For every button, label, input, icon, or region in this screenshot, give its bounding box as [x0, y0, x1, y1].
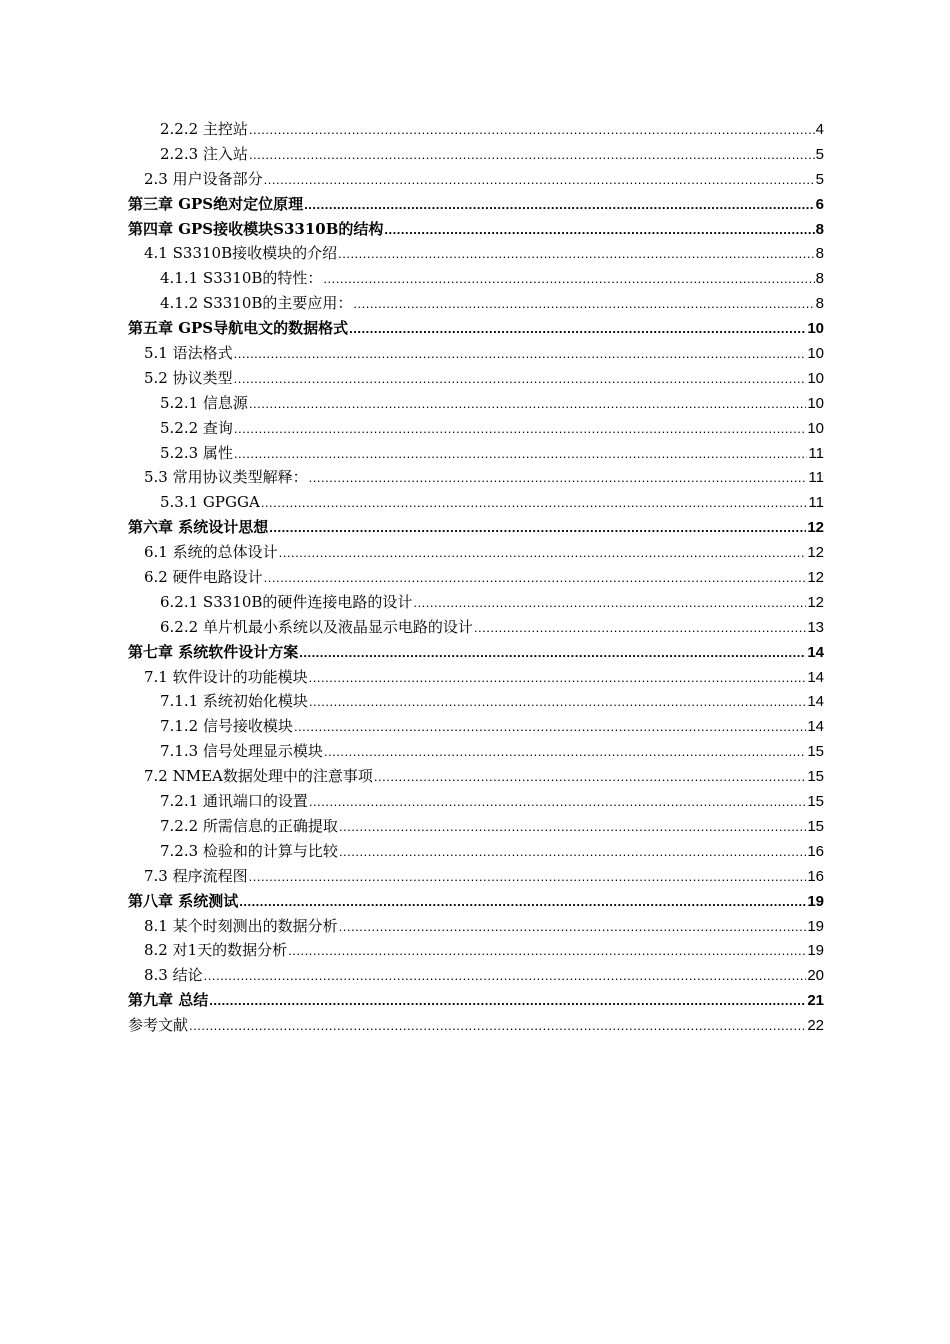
toc-page-number: 22	[807, 1017, 824, 1035]
toc-dot-leader	[384, 218, 814, 243]
toc-entry-title: 6.2.1 S3310B的硬件连接电路的设计	[160, 592, 413, 611]
toc-entry-37[interactable]	[128, 1013, 824, 1038]
toc-entry-title: 5.2.2 查询	[160, 418, 233, 437]
toc-entry-7[interactable]	[128, 266, 824, 291]
toc-dot-leader	[309, 466, 808, 491]
toc-page-number: 12	[807, 544, 824, 562]
toc-entry-20[interactable]	[128, 590, 824, 615]
toc-entry-title: 7.2.3 检验和的计算与比较	[160, 841, 338, 860]
toc-dot-leader	[189, 1014, 806, 1039]
toc-entry-title: 7.1 软件设计的功能模块	[144, 667, 308, 686]
toc-dot-leader	[349, 317, 806, 342]
toc-dot-leader	[339, 815, 806, 840]
toc-dot-leader	[239, 890, 806, 915]
toc-page-number: 14	[807, 668, 824, 686]
toc-entry-18[interactable]	[128, 540, 824, 565]
toc-dot-leader	[209, 989, 806, 1014]
toc-entry-title: 参考文献	[128, 1016, 189, 1035]
toc-entry-title: 4.1.2 S3310B的主要应用：	[160, 294, 353, 313]
toc-entry-title: 7.1.2 信号接收模块	[160, 717, 293, 736]
toc-entry-title: 7.2 NMEA数据处理中的注意事项	[144, 767, 373, 786]
toc-entry-25[interactable]	[128, 714, 824, 739]
toc-entry-33[interactable]	[128, 914, 824, 939]
toc-entry-title: 7.1.1 系统初始化模块	[160, 692, 308, 711]
toc-dot-leader	[264, 168, 815, 193]
toc-entry-title: 5.2 协议类型	[144, 368, 233, 387]
toc-page-number: 16	[807, 867, 824, 885]
toc-entry-1[interactable]	[128, 117, 824, 142]
toc-entry-9[interactable]	[128, 316, 824, 341]
toc-dot-leader	[234, 367, 807, 392]
toc-dot-leader	[234, 342, 807, 367]
toc-entry-31[interactable]	[128, 864, 824, 889]
toc-entry-35[interactable]	[128, 963, 824, 988]
toc-page-number: 16	[807, 842, 824, 860]
toc-entry-title: 第四章 GPS接收模块S3310B的结构	[128, 219, 384, 238]
toc-page-number: 14	[807, 643, 824, 661]
toc-entry-title: 2.3 用户设备部分	[144, 169, 263, 188]
toc-entry-title: 5.1 语法格式	[144, 344, 233, 363]
toc-page-number: 13	[807, 618, 824, 636]
toc-page-number: 8	[815, 220, 824, 238]
toc-page-number: 12	[807, 519, 824, 537]
toc-entry-title: 4.1 S3310B接收模块的介绍	[144, 244, 338, 263]
toc-page-number: 5	[815, 170, 824, 188]
table-of-contents	[128, 117, 824, 1038]
toc-page-number: 14	[807, 718, 824, 736]
toc-page-number: 8	[815, 270, 824, 288]
toc-entry-title: 4.1.1 S3310B的特性：	[160, 269, 323, 288]
toc-entry-27[interactable]	[128, 764, 824, 789]
toc-dot-leader	[269, 516, 806, 541]
toc-dot-leader	[204, 964, 807, 989]
toc-entry-title: 7.2.2 所需信息的正确提取	[160, 816, 338, 835]
toc-dot-leader	[299, 641, 806, 666]
toc-page-number: 19	[807, 892, 824, 910]
toc-dot-leader	[324, 740, 806, 765]
toc-entry-title: 8.1 某个时刻测出的数据分析	[144, 916, 338, 935]
toc-dot-leader	[339, 840, 806, 865]
toc-entry-21[interactable]	[128, 615, 824, 640]
toc-dot-leader	[474, 616, 806, 641]
toc-page-number: 11	[808, 444, 824, 462]
toc-page-number: 15	[807, 817, 824, 835]
toc-entry-16[interactable]	[128, 490, 824, 515]
toc-dot-leader	[261, 491, 808, 516]
toc-entry-36[interactable]	[128, 988, 824, 1013]
toc-dot-leader	[249, 118, 815, 143]
toc-dot-leader	[279, 541, 807, 566]
toc-page-number: 19	[807, 917, 824, 935]
toc-dot-leader	[309, 666, 807, 691]
toc-dot-leader	[249, 865, 807, 890]
toc-page-number: 20	[807, 967, 824, 985]
toc-entry-title: 2.2.2 主控站	[160, 120, 248, 138]
toc-dot-leader	[413, 591, 806, 616]
toc-entry-32[interactable]	[128, 889, 824, 914]
toc-entry-title: 7.1.3 信号处理显示模块	[160, 742, 323, 761]
toc-entry-6[interactable]	[128, 241, 824, 266]
toc-entry-11[interactable]	[128, 366, 824, 391]
toc-entry-title: 第七章 系统软件设计方案	[128, 642, 299, 661]
toc-entry-17[interactable]	[128, 515, 824, 540]
toc-entry-29[interactable]	[128, 814, 824, 839]
toc-dot-leader	[374, 765, 806, 790]
toc-page-number: 15	[807, 768, 824, 786]
toc-entry-30[interactable]	[128, 839, 824, 864]
toc-dot-leader	[353, 292, 814, 317]
toc-entry-19[interactable]	[128, 565, 824, 590]
toc-entry-title: 7.2.1 通讯端口的设置	[160, 792, 308, 811]
toc-entry-26[interactable]	[128, 739, 824, 764]
toc-entry-8[interactable]	[128, 291, 824, 316]
toc-entry-34[interactable]	[128, 938, 824, 963]
toc-page-number: 12	[807, 569, 824, 587]
toc-dot-leader	[339, 915, 807, 940]
toc-dot-leader	[234, 417, 806, 442]
toc-page-number: 21	[807, 992, 824, 1010]
toc-entry-title: 6.2 硬件电路设计	[144, 568, 263, 587]
toc-entry-3[interactable]	[128, 167, 824, 192]
toc-page-number: 10	[807, 320, 824, 338]
toc-entry-22[interactable]	[128, 640, 824, 665]
toc-page-number: 8	[815, 245, 824, 263]
toc-entry-5[interactable]	[128, 217, 824, 242]
toc-entry-title: 8.3 结论	[144, 966, 203, 985]
toc-entry-title: 第六章 系统设计思想	[128, 518, 269, 537]
toc-page-number: 15	[807, 793, 824, 811]
toc-entry-title: 7.3 程序流程图	[144, 866, 248, 885]
toc-entry-title: 5.3.1 GPGGA	[160, 493, 260, 512]
toc-dot-leader	[304, 193, 815, 218]
toc-page-number: 11	[808, 494, 824, 512]
toc-entry-title: 第九章 总结	[128, 991, 209, 1010]
toc-entry-title: 6.1 系统的总体设计	[144, 543, 278, 562]
toc-entry-title: 第三章 GPS绝对定位原理	[128, 194, 304, 213]
toc-entry-title: 2.2.3 注入站	[160, 144, 248, 163]
toc-entry-title: 6.2.2 单片机最小系统以及液晶显示电路的设计	[160, 617, 473, 636]
toc-page-number: 10	[807, 419, 824, 437]
toc-entry-12[interactable]	[128, 391, 824, 416]
toc-dot-leader	[264, 566, 807, 591]
toc-dot-leader	[323, 267, 814, 292]
toc-page-number: 19	[807, 942, 824, 960]
toc-page-number: 14	[807, 693, 824, 711]
toc-entry-24[interactable]	[128, 689, 824, 714]
toc-page-number: 8	[815, 295, 824, 313]
toc-dot-leader	[234, 442, 807, 467]
toc-dot-leader	[294, 715, 806, 740]
toc-entry-13[interactable]	[128, 416, 824, 441]
toc-dot-leader	[288, 939, 806, 964]
toc-page-number: 6	[815, 195, 824, 213]
toc-entry-28[interactable]	[128, 789, 824, 814]
toc-entry-title: 5.2.3 属性	[160, 443, 233, 462]
toc-entry-15[interactable]	[128, 465, 824, 490]
toc-entry-title: 5.3 常用协议类型解释：	[144, 468, 308, 487]
toc-entry-2[interactable]	[128, 142, 824, 167]
toc-page-number: 12	[807, 593, 824, 611]
toc-page-number: 10	[807, 345, 824, 363]
toc-page-number: 11	[808, 469, 824, 487]
toc-dot-leader	[249, 143, 815, 168]
toc-entry-10[interactable]	[128, 341, 824, 366]
toc-dot-leader	[338, 242, 815, 267]
toc-entry-title: 第五章 GPS导航电文的数据格式	[128, 319, 349, 338]
toc-entry-title: 8.2 对1天的数据分析	[144, 941, 288, 960]
toc-entry-title: 5.2.1 信息源	[160, 393, 248, 412]
toc-entry-4[interactable]	[128, 192, 824, 217]
toc-page-number: 10	[807, 369, 824, 387]
toc-page-number: 5	[815, 145, 824, 163]
toc-page-number: 4	[815, 121, 824, 138]
toc-dot-leader	[309, 790, 806, 815]
toc-dot-leader	[249, 392, 806, 417]
toc-entry-title: 第八章 系统测试	[128, 891, 239, 910]
toc-entry-23[interactable]	[128, 665, 824, 690]
toc-entry-14[interactable]	[128, 441, 824, 466]
toc-page-number: 10	[807, 394, 824, 412]
toc-page-number: 15	[807, 743, 824, 761]
toc-dot-leader	[309, 690, 806, 715]
